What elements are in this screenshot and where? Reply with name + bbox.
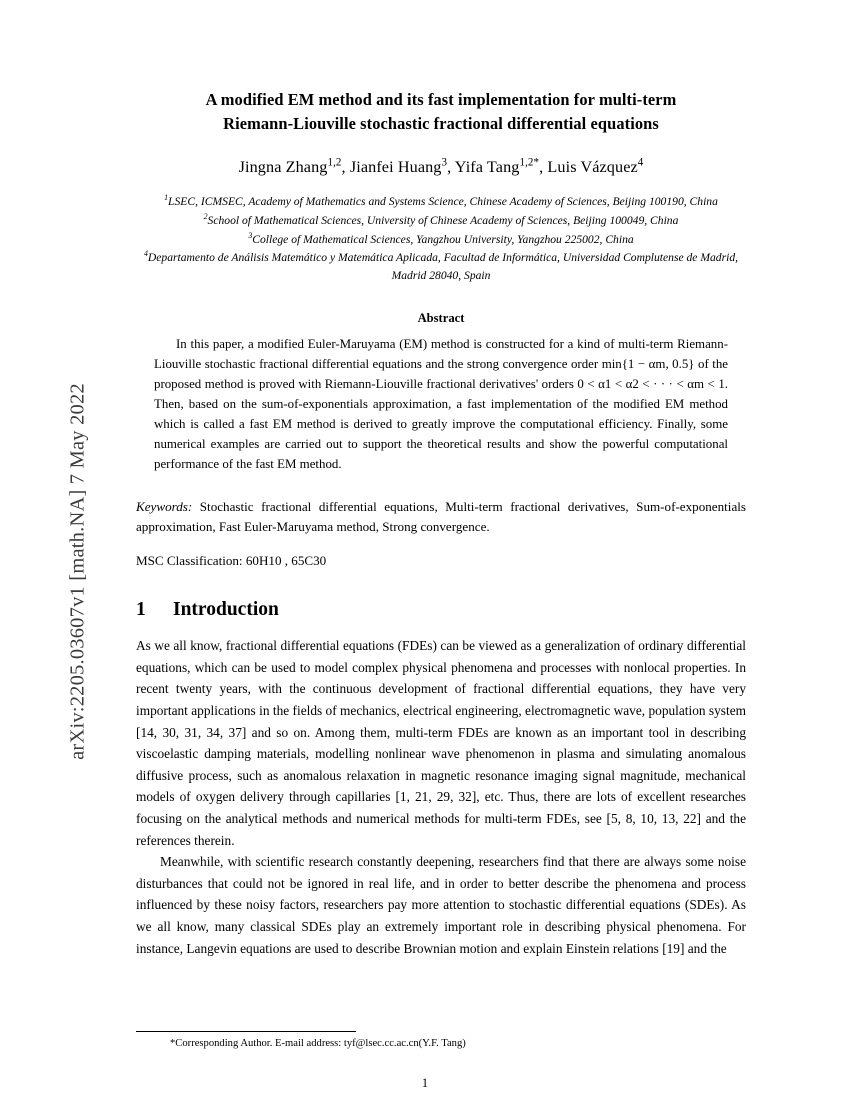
arxiv-identifier-stamp: arXiv:2205.03607v1 [math.NA] 7 May 2022: [66, 383, 89, 760]
section-number: 1: [136, 599, 146, 621]
footnote-corresponding-author: *Corresponding Author. E-mail address: tyf@lsec.cc.ac.cn(Y.F. Tang): [170, 1038, 466, 1049]
affiliation-list: [136, 193, 746, 286]
paper-content: [136, 88, 746, 959]
paragraph: Meanwhile, with scientific research constantly deepening, researchers find that there are always some noise disturbances that could not be ignored in real life, and in order to better describe the phenomena and process influenced by these noisy factors, researchers pay more attention to stochastic differential equations (SDEs). As we all know, many classical SDEs play an extremely important role in describing physical phenomena. For instance, Langevin equations are used to describe Brownian motion and explain Einstein relations [19] and the: [136, 854, 746, 956]
paragraph: As we all know, fractional differential equations (FDEs) can be viewed as a generalization of ordinary differential equations, which can be used to model complex physical phenomena and processes with nonlocal properties. In recent twenty years, with the continuous development of fractional differential equations, they have very important applications in the fields of mechanics, electrical engineering, electromagnetic wave, population system [14, 30, 31, 34, 37] and so on. Among them, multi-term FDEs are known as an important tool in describing viscoelastic damping materials, modelling nonlinear wave phenomenon in plasma and simulating anomalous diffusive process, such as anomalous relaxation in magnetic resonance imaging signal magnitude, mechanical models of oxygen delivery through capillaries [1, 21, 29, 32], etc. Thus, there are lots of excellent researches focusing on the analytical methods and numerical methods for multi-term FDEs, see [5, 8, 10, 13, 22] and the references therein.: [136, 638, 746, 848]
keywords-label: Keywords:: [136, 498, 193, 514]
keywords-line: [136, 497, 746, 538]
affiliation-item: $^1$LSEC, ICMSEC, Academy of Mathematics and Systems Science, Chinese Academy of Sciences, Beijing 100190, China: [164, 192, 718, 208]
title-line-2: Riemann-Liouville stochastic fractional differential equations: [223, 113, 659, 133]
affiliation-item: $^2$School of Mathematical Sciences, University of Chinese Academy of Sciences, Beijing 100049, China: [203, 211, 679, 227]
msc-classification: MSC Classification: 60H10 , 65C30: [136, 553, 327, 569]
keywords-text: Stochastic fractional differential equations, Multi-term fractional derivatives, Sum-of-exponentials approximation, Fast Euler-Maruyama method, Strong convergence.: [136, 498, 746, 534]
section-heading-introduction: [136, 599, 746, 621]
abstract-text: In this paper, a modified Euler-Maruyama (EM) method is constructed for a kind of multi-term Riemann-Liouville stochastic fractional differential equations and the strong convergence order min{1 − αm, 0.5} of the proposed method is proved with Riemann-Liouville fractional derivatives' orders 0 < α1 < α2 < · · · < αm < 1. Then, based on the sum-of-exponentials approximation, a fast implementation of the modified EM method which is called a fast EM method is derived to greatly improve the computational efficiency. Finally, some numerical examples are carried out to support the theoretical results and show the powerful computational performance of the fast EM method.: [154, 337, 728, 471]
section-title: Introduction: [173, 599, 279, 621]
affiliation-item: $^4$Departamento de Análisis Matemático y Matemática Aplicada, Facultad de Informática, Universidad Complutense de Madrid, Madrid 28040, Spain: [143, 249, 739, 283]
page-title: [136, 88, 746, 136]
page-number: 1: [421, 1076, 429, 1090]
title-line-1: A modified EM method and its fast implementation for multi-term: [205, 90, 677, 109]
footnote-separator: [136, 1031, 356, 1032]
author-list: Jingna Zhang$^{1,2}$, Jianfei Huang$^3$, Yifa Tang$^{1,2*}$, Luis Vázquez$^4$: [238, 156, 644, 176]
affiliation-item: $^3$College of Mathematical Sciences, Yangzhou University, Yangzhou 225002, China: [248, 230, 634, 246]
abstract-heading: Abstract: [417, 311, 465, 326]
